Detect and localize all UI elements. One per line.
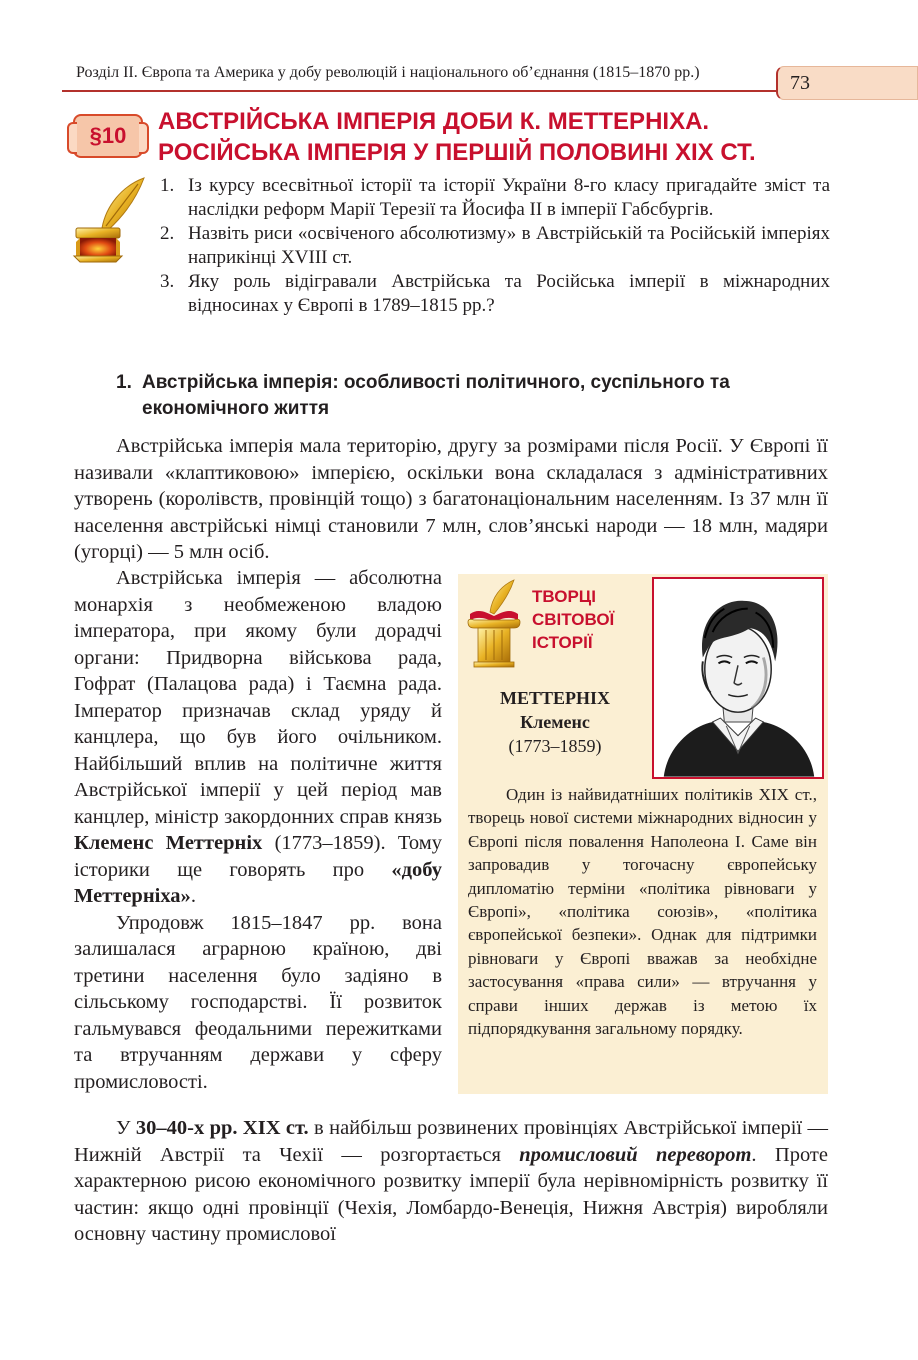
paragraph-text: . [190, 885, 196, 907]
paragraph-text: . Проте характерною рисою економічного розвитку імперії була нерівномірність розвитку її частин: якщо одні провінції (Чехія, Ломбардо-Венеція, Нижня Австрія) виробляли основну частину промислової [74, 1143, 828, 1245]
question-text: Із курсу всесвітньої історії та історії України 8-го класу пригадайте зміст та наслідки реформ Марії Терезії та Йосифа ІІ в імперії Габсбургів. [188, 175, 830, 220]
paragraph-monarchy [74, 565, 442, 910]
paragraph-text: в найбільш розвинених провінціях Австрійської імперії — Нижній Австрії та Чехії — розгортається [74, 1117, 829, 1166]
subsection-heading [116, 370, 816, 422]
paragraph-text: У [116, 1117, 136, 1139]
paragraph-agrarian: Упродовж 1815–1847 рр. вона залишалася аграрною країною, дві третини населення було задіяно в сільському господарстві. Її розвиток гальмувався феодальними пережитками та втручанням держави у сферу промисловості. [74, 911, 442, 1093]
paragraph-text: (1773–1859). Тому історики ще говорять про [74, 832, 442, 881]
portrait-metternich [652, 577, 824, 779]
section-title-line2: РОСІЙСЬКА ІМПЕРІЯ У ПЕРШІЙ ПОЛОВИНІ XIX СТ. [158, 139, 756, 166]
page-number: 73 [776, 66, 918, 100]
person-years: (1773–1859) [508, 736, 602, 756]
question-number: 2. [160, 223, 175, 244]
header-rule [62, 90, 778, 92]
question-text: Яку роль відігравали Австрійська та Російська імперії в міжнародних відносинах у Європі в 1789–1815 рр.? [188, 271, 830, 316]
section-title [158, 106, 878, 168]
question-item [160, 222, 830, 270]
question-item [160, 270, 830, 318]
creators-label-line: ТВОРЦІ [532, 587, 596, 606]
subsection-title: Австрійська імперія: особливості політичного, суспільного та економічного життя [142, 372, 730, 419]
question-number: 3. [160, 271, 175, 292]
question-item [160, 174, 830, 222]
section-badge: §10 [73, 114, 143, 158]
question-number: 1. [160, 175, 175, 196]
person-biography: Один із найвидатніших політиків XIX ст., творець нової системи міжнародних відносин у Європі після повалення Наполеона І. Саме він запровадив у тогочасну європейську дипломатію терміни «політика рівноваги у Європі», «політика союзів», «політика європейської безпеки». Однак для підтримки рівноваги у Європі вважав за необхідне застосування «права сили» — втручання у справи інших держав із метою їх підпорядкування загальному порядку. [468, 785, 817, 1039]
paragraph-industrial [74, 1115, 828, 1248]
creators-label-line: СВІТОВОЇ [532, 610, 615, 629]
bold-term-era: «добу Меттерніха» [74, 858, 442, 907]
subsection-number: 1. [116, 372, 132, 393]
bold-term-metternich: Клеменс Меттерніх [74, 832, 263, 854]
feather-column-icon [464, 578, 524, 668]
person-first-name: Клеменс [520, 712, 590, 732]
person-caption [470, 686, 640, 758]
running-header: Розділ ІІ. Європа та Америка у добу революцій і національного об’єднання (1815–1870 рр.) [76, 64, 700, 81]
review-questions [160, 174, 830, 318]
creators-label [532, 585, 642, 654]
person-surname: МЕТТЕРНІХ [499, 688, 610, 708]
question-text: Назвіть риси «освіченого абсолютизму» в Австрійській та Російській імперіях наприкінці XVIII ст. [188, 223, 830, 268]
feather-inkwell-icon [72, 176, 148, 264]
bold-term-period: 30–40-х рр. XIX ст. [135, 1117, 309, 1139]
creators-label-line: ІСТОРІЇ [532, 633, 593, 652]
left-column [74, 565, 442, 1095]
paragraph-intro: Австрійська імперія мала територію, другу за розмірами після Росії. У Європі її називали «клаптиковою» імперією, оскільки вона складалася з адміністративних утворень (королівств, провінцій тощо) з багатонаціональним населенням. Із 37 млн її населення австрійські німці становили 7 млн, слов’янські народи — 18 млн, мадяри (угорці) — 5 млн осіб. [74, 435, 828, 563]
section-title-line1: АВСТРІЙСЬКА ІМПЕРІЯ ДОБИ К. МЕТТЕРНІХА. [158, 108, 710, 135]
paragraph-text: Австрійська імперія — абсолютна монархія з необмеженою владою імператора, при якому були дорадчі органи: Придворна військова рада, Гофрат (Палацова рада) і Таємна рада. Імператор призначав склад уряду й канцлера, що був його очільником. Найбільший вплив на політичне життя Австрійської імперії у цей період мав канцлер, міністр закордонних справ князь [74, 567, 442, 828]
bold-italic-term-revolution: промисловий переворот [519, 1143, 752, 1166]
